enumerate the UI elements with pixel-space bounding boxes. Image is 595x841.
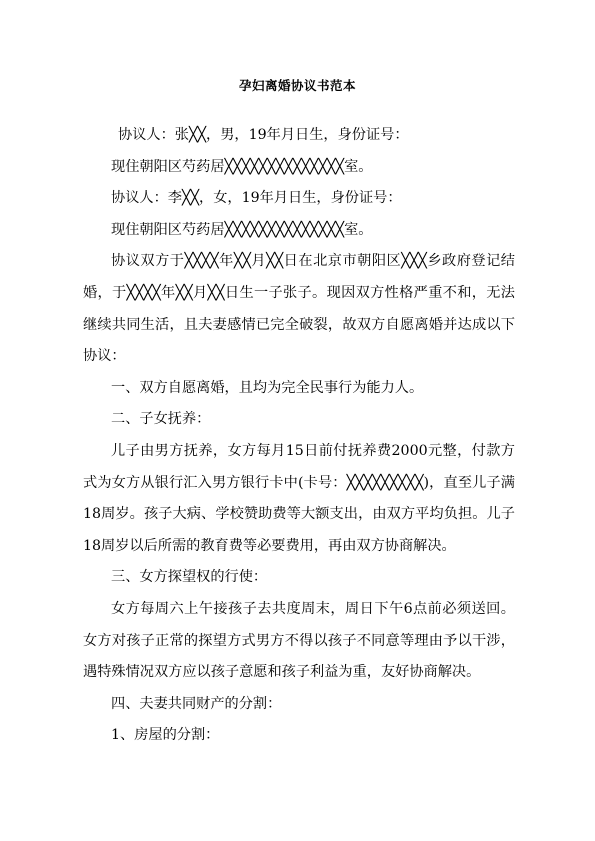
child-support-paragraph: 儿子由男方抚养，女方每月15日前付抚养费2000元整，付款方式为女方从银行汇入男方银行卡中(卡号：╳╳╳╳╳╳╳╳╳)，直至儿子满18周岁。孩子大病、学校赞助费等大额支出，由双方平均负担。儿子18周岁以后所需的教育费等必要费用，再由双方协商解决。 xyxy=(83,442,515,554)
document-title: 孕妇离婚协议书范本 xyxy=(238,78,356,93)
marriage-background-paragraph: 协议双方于╳╳╳╳年╳╳月╳╳日在北京市朝阳区╳╳╳乡政府登记结婚，于╳╳╳╳年╳╳月╳╳日生一子张子。现因双方性格严重不和，无法继续共同生活，且夫妻感情已完全破裂，故双方自愿离婚并达成以下协议： xyxy=(83,253,515,365)
clause-2-heading: 二、子女抚养： xyxy=(111,411,211,428)
party-a-line: 协议人：张╳╳，男，19年月日生，身份证号： xyxy=(118,127,409,143)
document-body xyxy=(83,120,515,752)
party-b-address: 现住朝阳区芍药居╳╳╳╳╳╳╳╳╳╳╳╳╳╳室。 xyxy=(111,221,373,238)
house-division-heading: 1、房屋的分割： xyxy=(111,727,220,744)
clause-3-heading: 三、女方探望权的行使： xyxy=(111,569,268,586)
clause-4-heading: 四、夫妻共同财产的分割： xyxy=(111,695,282,712)
party-a-address: 现住朝阳区芍药居╳╳╳╳╳╳╳╳╳╳╳╳╳╳室。 xyxy=(111,158,373,175)
visitation-paragraph: 女方每周六上午接孩子去共度周末，周日下午6点前必须送回。女方对孩子正常的探望方式男方不得以孩子不同意等理由予以干涉，遇特殊情况双方应以孩子意愿和孩子利益为重，友好协商解决。 xyxy=(83,600,515,681)
clause-1-voluntary-divorce: 一、双方自愿离婚，且均为完全民事行为能力人。 xyxy=(111,379,424,396)
party-b-line: 协议人：李╳╳，女，19年月日生，身份证号： xyxy=(111,190,402,207)
